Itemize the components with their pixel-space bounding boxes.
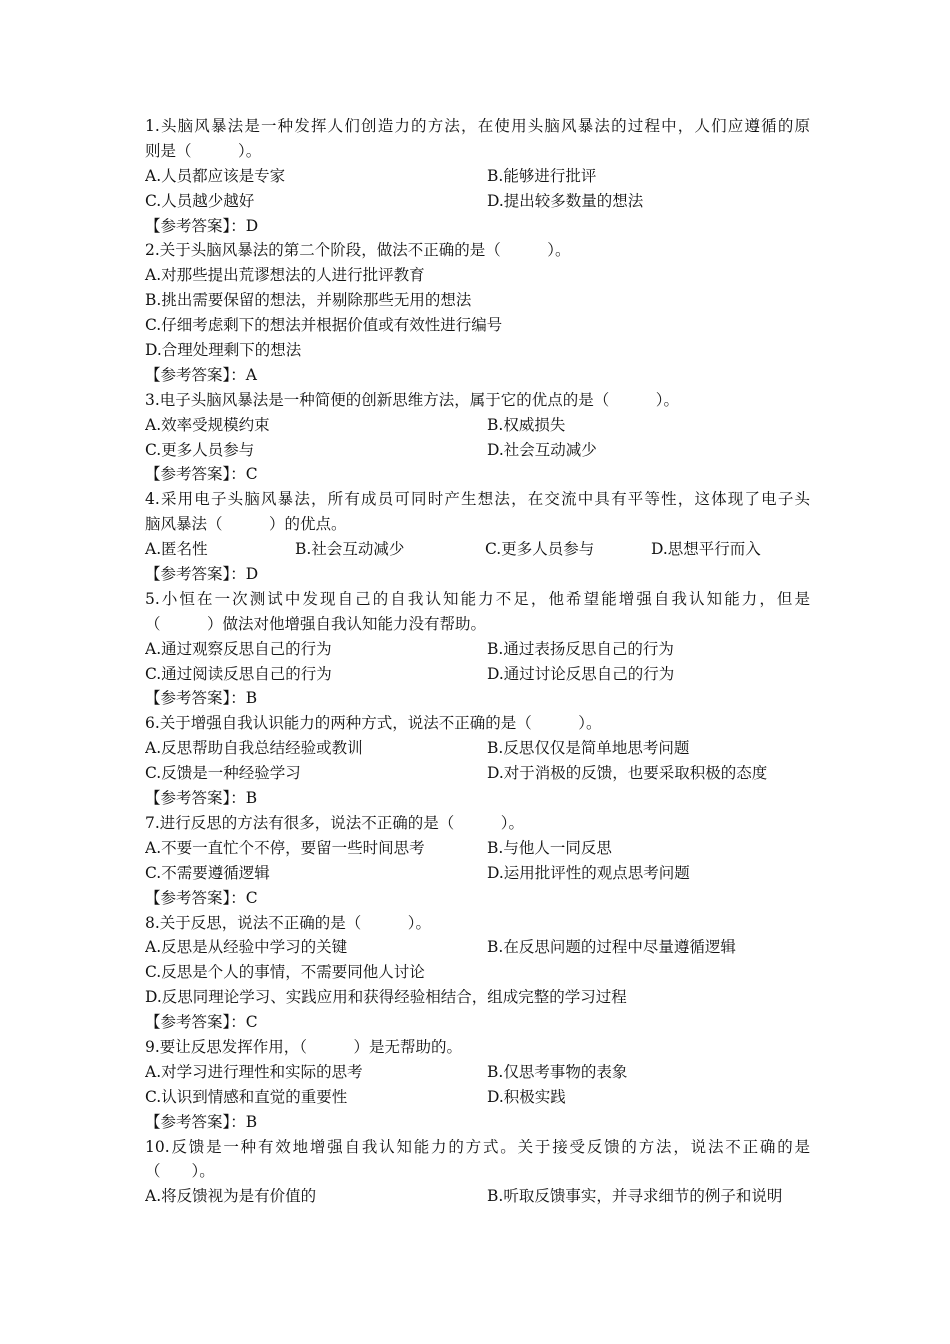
option-c: C.反思是个人的事情，不需要同他人讨论 bbox=[145, 963, 425, 982]
option-d: D.运用批评性的观点思考问题 bbox=[487, 863, 690, 882]
option-b: B.听取反馈事实，并寻求细节的例子和说明 bbox=[487, 1187, 783, 1206]
reference-answer: 【参考答案】：A bbox=[145, 365, 257, 384]
option-a: A.将反馈视为是有价值的 bbox=[145, 1187, 317, 1206]
reference-answer: 【参考答案】：B bbox=[145, 689, 258, 708]
option-b: B.能够进行批评 bbox=[487, 166, 597, 185]
question-4 bbox=[145, 487, 810, 587]
question-stem-line: 6.关于增强自我认识能力的两种方式，说法不正确的是（ ）。 bbox=[145, 714, 602, 733]
question-stem-line: 9.要让反思发挥作用，（ ）是无帮助的。 bbox=[145, 1037, 463, 1056]
option-row bbox=[145, 736, 810, 761]
option-row bbox=[145, 935, 810, 960]
question-9 bbox=[145, 1035, 810, 1135]
option-b: B.仅思考事物的表象 bbox=[487, 1062, 628, 1081]
option-a: A.不要一直忙个不停，要留一些时间思考 bbox=[145, 838, 425, 857]
option-row bbox=[145, 662, 810, 687]
option-row bbox=[145, 637, 810, 662]
question-stem-line: 3.电子头脑风暴法是一种简便的创新思维方法，属于它的优点的是（ ）。 bbox=[145, 390, 680, 409]
question-1 bbox=[145, 114, 810, 238]
option-d: D.反思同理论学习、实践应用和获得经验相结合，组成完整的学习过程 bbox=[145, 988, 627, 1007]
option-row bbox=[145, 537, 810, 562]
option-row bbox=[145, 189, 810, 214]
option-c: C.不需要遵循逻辑 bbox=[145, 863, 270, 882]
question-stem-line: 1.头脑风暴法是一种发挥人们创造力的方法，在使用头脑风暴法的过程中，人们应遵循的原 bbox=[145, 117, 810, 135]
option-d: D.社会互动减少 bbox=[487, 440, 597, 459]
option-b: B.与他人一同反思 bbox=[487, 838, 612, 857]
option-b: B.权威损失 bbox=[487, 415, 566, 434]
option-a: A.匿名性 bbox=[145, 540, 208, 559]
question-stem-line: 7.进行反思的方法有很多，说法不正确的是（ ）。 bbox=[145, 813, 525, 832]
question-list bbox=[145, 114, 810, 1209]
reference-answer: 【参考答案】：C bbox=[145, 1013, 258, 1032]
option-row bbox=[145, 1085, 810, 1110]
question-stem-line: 4.采用电子头脑风暴法，所有成员可同时产生想法，在交流中具有平等性，这体现了电子头 bbox=[145, 490, 810, 509]
option-row bbox=[145, 164, 810, 189]
option-d: D.积极实践 bbox=[487, 1087, 566, 1106]
option-a: A.对学习进行理性和实际的思考 bbox=[145, 1062, 363, 1081]
question-8 bbox=[145, 911, 810, 1035]
option-a: A.通过观察反思自己的行为 bbox=[145, 639, 332, 658]
option-b: B.社会互动减少 bbox=[295, 540, 405, 559]
question-5 bbox=[145, 587, 810, 711]
question-7 bbox=[145, 811, 810, 911]
reference-answer: 【参考答案】：D bbox=[145, 216, 259, 235]
option-d: D.提出较多数量的想法 bbox=[487, 191, 644, 210]
question-10 bbox=[145, 1135, 810, 1210]
option-c: C.仔细考虑剩下的想法并根据价值或有效性进行编号 bbox=[145, 316, 503, 335]
option-row bbox=[145, 1060, 810, 1085]
option-a: A.反思帮助自我总结经验或教训 bbox=[145, 739, 363, 758]
question-stem-line: 2.关于头脑风暴法的第二个阶段，做法不正确的是（ ）。 bbox=[145, 241, 571, 260]
question-3 bbox=[145, 388, 810, 488]
option-a: A.效率受规模约束 bbox=[145, 415, 270, 434]
question-stem-line: 10.反馈是一种有效地增强自我认知能力的方式。关于接受反馈的方法，说法不正确的是 bbox=[145, 1137, 810, 1156]
question-stem-line: （ ）。 bbox=[145, 1162, 215, 1181]
option-d: D.合理处理剩下的想法 bbox=[145, 341, 302, 360]
option-row bbox=[145, 836, 810, 861]
option-b: B.反思仅仅是简单地思考问题 bbox=[487, 739, 690, 758]
option-a: A.对那些提出荒谬想法的人进行批评教育 bbox=[145, 266, 425, 285]
option-row bbox=[145, 761, 810, 786]
question-2 bbox=[145, 238, 810, 387]
option-b: B.通过表扬反思自己的行为 bbox=[487, 639, 674, 658]
question-stem-line: 脑风暴法（ ）的优点。 bbox=[145, 515, 347, 534]
option-c: C.人员越少越好 bbox=[145, 191, 255, 210]
option-a: A.反思是从经验中学习的关键 bbox=[145, 938, 348, 957]
option-c: C.更多人员参与 bbox=[485, 540, 595, 559]
option-b: B.在反思问题的过程中尽量遵循逻辑 bbox=[487, 938, 736, 957]
option-d: D.对于消极的反馈，也要采取积极的态度 bbox=[487, 764, 768, 783]
option-c: C.更多人员参与 bbox=[145, 440, 255, 459]
question-stem-line: （ ）做法对他增强自我认知能力没有帮助。 bbox=[145, 614, 487, 633]
reference-answer: 【参考答案】：C bbox=[145, 888, 258, 907]
option-c: C.反馈是一种经验学习 bbox=[145, 764, 301, 783]
reference-answer: 【参考答案】：C bbox=[145, 465, 258, 484]
option-c: C.认识到情感和直觉的重要性 bbox=[145, 1087, 348, 1106]
reference-answer: 【参考答案】：B bbox=[145, 789, 258, 808]
option-d: D.通过讨论反思自己的行为 bbox=[487, 664, 675, 683]
option-c: C.通过阅读反思自己的行为 bbox=[145, 664, 332, 683]
reference-answer: 【参考答案】：B bbox=[145, 1112, 258, 1131]
option-row bbox=[145, 413, 810, 438]
option-row bbox=[145, 861, 810, 886]
option-row bbox=[145, 438, 810, 463]
option-row bbox=[145, 1184, 810, 1209]
option-a: A.人员都应该是专家 bbox=[145, 166, 286, 185]
question-stem-line: 则是（ ）。 bbox=[145, 141, 262, 160]
option-b: B.挑出需要保留的想法，并剔除那些无用的想法 bbox=[145, 291, 472, 310]
option-d: D.思想平行而入 bbox=[651, 540, 761, 559]
reference-answer: 【参考答案】：D bbox=[145, 565, 259, 584]
question-stem-line: 8.关于反思，说法不正确的是（ ）。 bbox=[145, 913, 432, 932]
question-stem-line: 5.小恒在一次测试中发现自己的自我认知能力不足，他希望能增强自我认知能力，但是 bbox=[145, 589, 810, 608]
question-6 bbox=[145, 711, 810, 811]
